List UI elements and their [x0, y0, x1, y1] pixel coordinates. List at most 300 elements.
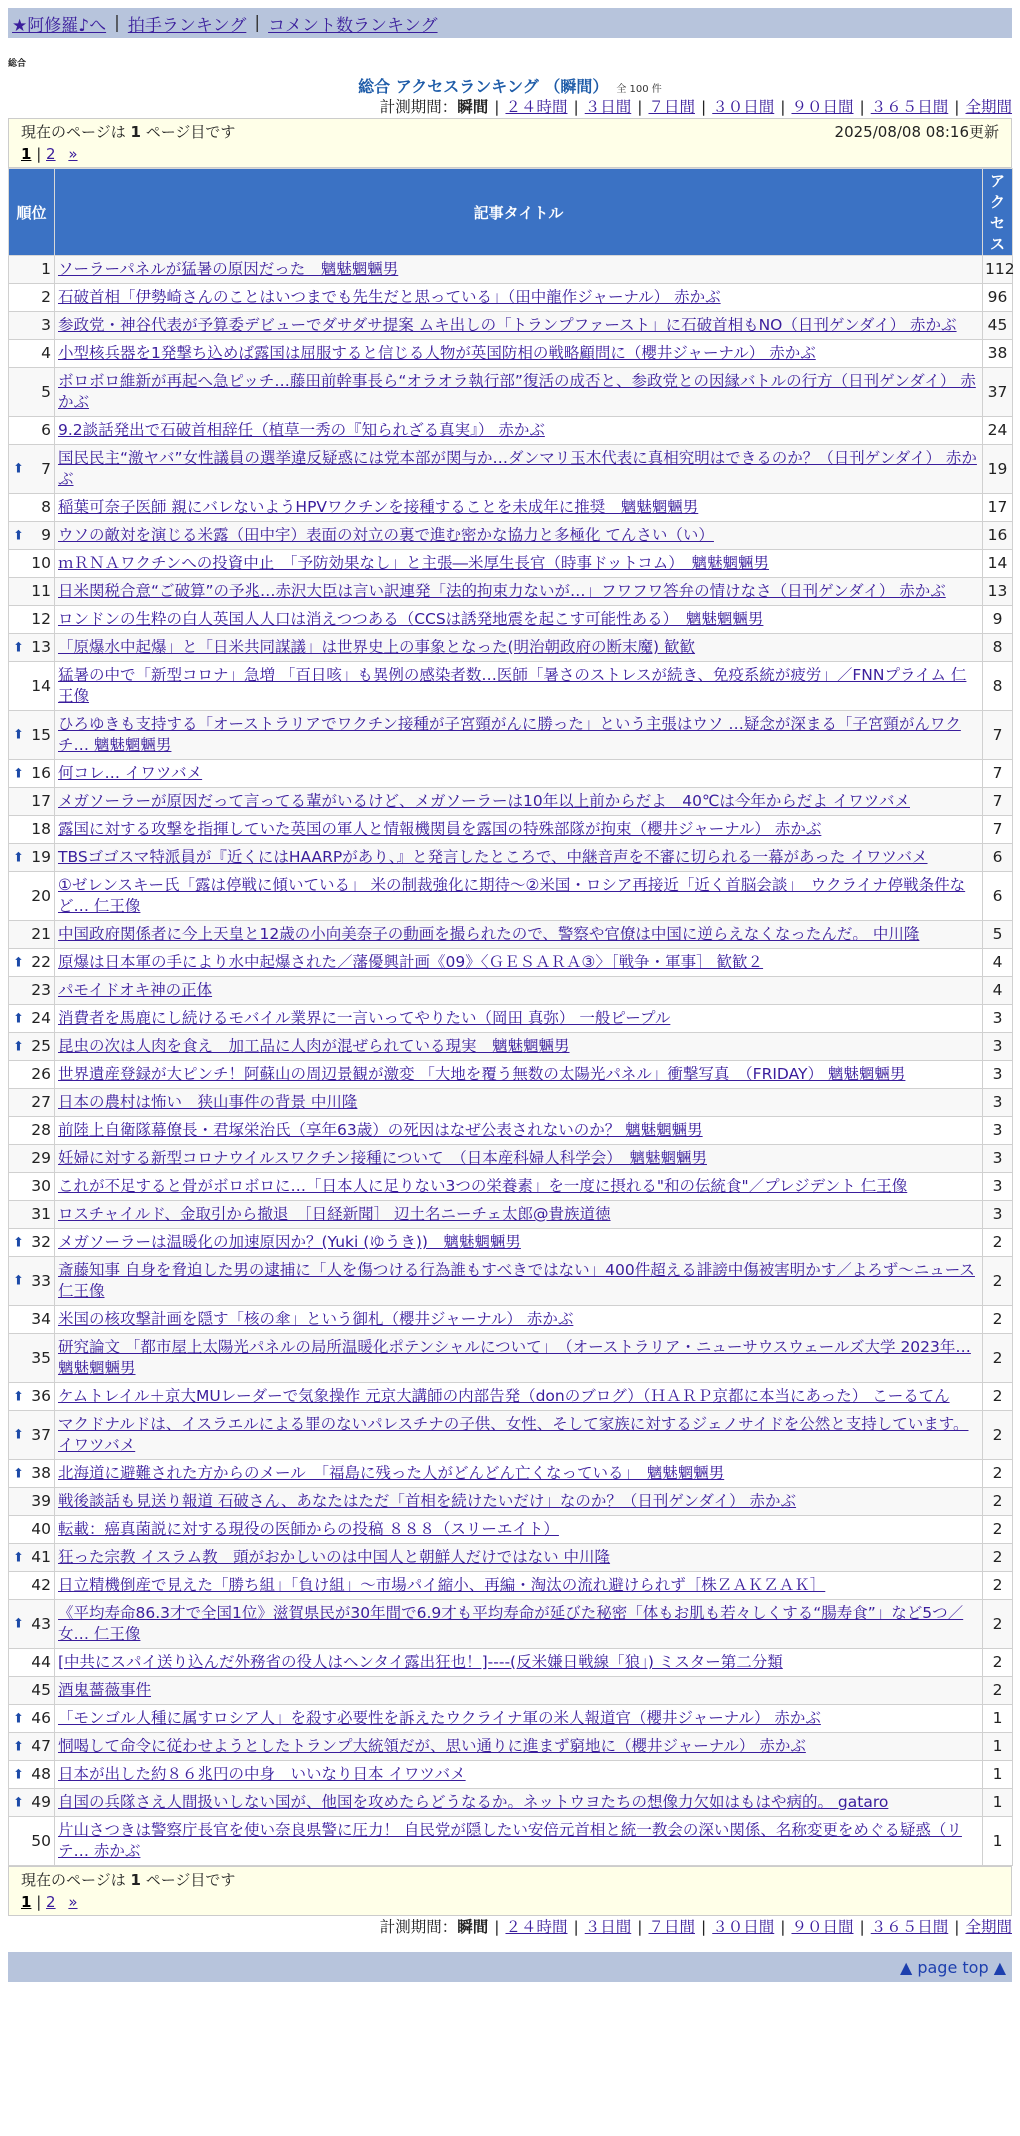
access-count: 7: [983, 760, 1013, 788]
article-link[interactable]: 研究論文 「都市屋上太陽光パネルの局所温暖化ポテンシャルについて」 （オーストラリア・ニューサウスウェールズ大学 2023年… 魑魅魍魎男: [58, 1338, 971, 1377]
access-count: 3: [983, 1117, 1013, 1145]
article-link[interactable]: ボロボロ維新が再起へ急ピッチ…藤田前幹事長ら“オラオラ執行部”復活の成否と、参政党との因縁バトルの行方（日刊ゲンダイ） 赤かぶ: [58, 372, 976, 411]
access-count: 16: [983, 522, 1013, 550]
table-row: [9, 1544, 1013, 1572]
article-link[interactable]: 自国の兵隊さえ人間扱いしない国が、他国を攻めたらどうなるか。ネットウヨたちの想像力欠如はもはや病的。 gataro: [58, 1793, 889, 1811]
article-link[interactable]: ひろゆきも支持する「オーストラリアでワクチン接種が子宮頸がんに勝った」という主張はウソ …疑念が深まる「子宮頸がんワクチ… 魑魅魍魎男: [58, 715, 961, 754]
access-count: 8: [983, 634, 1013, 662]
access-count: 1: [983, 1705, 1013, 1733]
access-count: 3: [983, 1201, 1013, 1229]
article-link[interactable]: 石破首相「伊勢崎さんのことはいつまでも先生だと思っている」（田中龍作ジャーナル） 赤かぶ: [58, 288, 721, 306]
rank-cell: [9, 1117, 55, 1145]
title-cell: [55, 550, 983, 578]
article-link[interactable]: 世界遺産登録が大ピンチ！阿蘇山の周辺景観が激変 「大地を覆う無数の太陽光パネル」衝撃写真 （FRIDAY） 魑魅魍魎男: [58, 1065, 906, 1083]
title-cell: [55, 1145, 983, 1173]
rank-number: 37: [31, 1425, 51, 1444]
rank-number: 32: [31, 1233, 51, 1251]
table-row: [9, 312, 1013, 340]
access-count: 3: [983, 1145, 1013, 1173]
access-count: 1: [983, 1761, 1013, 1789]
rank-cell: [9, 256, 55, 284]
access-count: 1: [983, 1789, 1013, 1817]
arrow-up-icon: ⬆: [13, 1273, 24, 1289]
rank-cell: [9, 816, 55, 844]
table-row: [9, 788, 1013, 816]
rank-cell: [9, 1516, 55, 1544]
rank-cell: [9, 1033, 55, 1061]
article-link[interactable]: メガソーラーは温暖化の加速原因か？(Yuki (ゆうき)) 魑魅魍魎男: [58, 1233, 521, 1251]
period-label: 計測期間：: [379, 98, 458, 116]
table-row: [9, 1033, 1013, 1061]
rank-cell: [9, 522, 55, 550]
article-link[interactable]: 転載：癌真菌説に対する現役の医師からの投稿 ８８８（スリーエイト）: [58, 1520, 559, 1538]
rank-cell: [9, 445, 55, 494]
title-cell: [55, 1789, 983, 1817]
rank-number: 13: [31, 638, 51, 656]
table-row: [9, 1145, 1013, 1173]
page: [8, 8, 1015, 1982]
access-count: 2: [983, 1677, 1013, 1705]
pager-top: 1 | 2 »: [21, 145, 78, 163]
article-link[interactable]: 消費者を馬鹿にし続けるモバイル業界に一言いってやりたい（岡田 真弥） 一般ピープル: [58, 1009, 671, 1027]
rank-number: 5: [41, 382, 51, 401]
header-access: アクセス: [983, 169, 1013, 256]
rank-cell: [9, 340, 55, 368]
article-link[interactable]: メガソーラーが原因だって言ってる輩がいるけど、メガソーラーは10年以上前からだよ 40℃は今年からだよ イワツバメ: [58, 792, 910, 810]
pager-page-1[interactable]: 1: [21, 1893, 32, 1911]
title-cell: [55, 788, 983, 816]
access-count: 6: [983, 844, 1013, 872]
article-link[interactable]: ケムトレイル＋京大MUレーダーで気象操作 元京大講師の内部告発（donのブログ）（ＨＡＲＰ京都に本当にあった） こーるてん: [58, 1387, 950, 1405]
article-link[interactable]: 原爆は日本軍の手により水中起爆された／藩優興計画《09》〈ＧＥＳＡＲＡ③〉［戦争・軍事］ 歓歓２: [58, 953, 764, 971]
table-row: [9, 1173, 1013, 1201]
title-cell: [55, 1061, 983, 1089]
rank-number: 11: [31, 582, 51, 600]
rank-number: 27: [31, 1093, 51, 1111]
article-link[interactable]: 「モンゴル人種に属すロシア人」を殺す必要性を訴えたウクライナ軍の米人報道官（櫻井ジャーナル） 赤かぶ: [58, 1709, 821, 1727]
article-link[interactable]: パモイドオキ神の正体: [58, 981, 213, 999]
rank-cell: [9, 1789, 55, 1817]
rank-number: 42: [31, 1576, 51, 1594]
title-cell: [55, 1733, 983, 1761]
access-count: 3: [983, 1005, 1013, 1033]
rank-number: 41: [31, 1548, 51, 1566]
article-link[interactable]: 北海道に避難された方からのメール 「福島に残った人がどんどん亡くなっている」 魑魅魍魎男: [58, 1464, 725, 1482]
article-link[interactable]: 猛暑の中で「新型コロナ」急増 「百日咳」も異例の感染者数…医師「暑さのストレスが続き、免疫系統が疲労」／FNNプライム 仁王像: [58, 666, 967, 705]
period-option-4[interactable]: ３０日間: [712, 1918, 775, 1936]
pager-next[interactable]: »: [68, 145, 78, 163]
rank-cell: [9, 494, 55, 522]
rank-number: 2: [41, 288, 51, 306]
period-option-0: 瞬間: [457, 1918, 489, 1936]
rank-cell: [9, 1061, 55, 1089]
title-cell: [55, 445, 983, 494]
arrow-up-icon: ⬆: [13, 727, 24, 743]
title-cell: [55, 494, 983, 522]
article-link[interactable]: 酒鬼薔薇事件: [58, 1681, 152, 1699]
access-count: 96: [983, 284, 1013, 312]
period-option-3[interactable]: ７日間: [648, 1918, 695, 1936]
arrow-up-icon: ⬆: [13, 766, 24, 781]
access-count: 4: [983, 949, 1013, 977]
pager-page-2[interactable]: 2: [46, 145, 56, 163]
title-cell: [55, 1516, 983, 1544]
article-link[interactable]: 小型核兵器を1発撃ち込めば露国は屈服すると信じる人物が英国防相の戦略顧問に（櫻井ジャーナル） 赤かぶ: [58, 344, 816, 362]
article-link[interactable]: 片山さつきは警察庁長官を使い奈良県警に圧力！ 自民党が隠したい安倍元首相と統一教会の深い関係、名称変更をめぐる疑惑（リテ… 赤かぶ: [58, 1821, 962, 1860]
updated-timestamp: 2025/08/08 08:16更新: [834, 123, 999, 141]
arrow-up-icon: ⬆: [13, 1711, 24, 1726]
table-row: [9, 1334, 1013, 1383]
access-count: 3: [983, 1089, 1013, 1117]
access-count: 2: [983, 1460, 1013, 1488]
table-row: [9, 1705, 1013, 1733]
arrow-up-icon: ⬆: [13, 1466, 24, 1481]
rank-number: 50: [31, 1831, 51, 1850]
article-link[interactable]: 前陸上自衛隊幕僚長・君塚栄治氏（享年63歳）の死因はなぜ公表されないのか？ 魑魅魍魎男: [58, 1121, 703, 1139]
rank-cell: [9, 1600, 55, 1649]
article-link[interactable]: 昆虫の次は人肉を食え 加工品に人肉が混ぜられている現実 魑魅魍魎男: [58, 1037, 570, 1055]
table-row: [9, 522, 1013, 550]
rank-cell: [9, 1334, 55, 1383]
access-count: 2: [983, 1257, 1013, 1306]
article-link[interactable]: マクドナルドは、イスラエルによる罪のないパレスチナの子供、女性、そして家族に対するジェノサイドを公然と支持しています。 イワツバメ: [58, 1415, 969, 1454]
rank-number: 3: [41, 316, 51, 334]
table-row: [9, 284, 1013, 312]
article-link[interactable]: 日米関税合意“ご破算”の予兆…赤沢大臣は言い訳連発「法的拘束力ないが…」フワフワ答弁の情けなさ（日刊ゲンダイ） 赤かぶ: [58, 582, 946, 600]
article-link[interactable]: ロスチャイルド、金取引から撤退 ［日経新聞］ 辺土名ニーチェ太郎@貴族道徳: [58, 1205, 611, 1223]
access-count: 17: [983, 494, 1013, 522]
arrow-up-icon: ⬆: [13, 1795, 24, 1810]
article-link[interactable]: 日立精機倒産で見えた「勝ち組」「負け組」～市場パイ縮小、再編・淘汰の流れ避けられず［株ＺＡＫＺＡＫ］: [58, 1576, 826, 1594]
table-row: [9, 550, 1013, 578]
access-count: 2: [983, 1229, 1013, 1257]
rank-number: 16: [31, 764, 51, 782]
arrow-up-icon: ⬆: [13, 640, 24, 655]
access-count: 13: [983, 578, 1013, 606]
period-option-6[interactable]: ３６５日間: [870, 98, 949, 116]
title-cell: [55, 816, 983, 844]
nav-home-link[interactable]: ★阿修羅♪へ: [12, 15, 107, 36]
article-link[interactable]: ソーラーパネルが猛暑の原因だった 魑魅魍魎男: [58, 260, 399, 278]
table-row: [9, 1089, 1013, 1117]
header-rank: 順位: [9, 169, 55, 256]
access-count: 24: [983, 417, 1013, 445]
article-link[interactable]: 恫喝して命令に従わせようとしたトランプ大統領だが、思い通りに進まず窮地に（櫻井ジャーナル） 赤かぶ: [58, 1737, 806, 1755]
period-option-4[interactable]: ３０日間: [712, 98, 775, 116]
table-row: [9, 1201, 1013, 1229]
rank-number: 49: [31, 1793, 51, 1811]
period-option-7[interactable]: 全期間: [965, 98, 1012, 116]
article-link[interactable]: ｍＲＮＡワクチンへの投資中止 「予防効果なし」と主張―米厚生長官（時事ドットコム） 魑魅魍魎男: [58, 554, 769, 572]
access-count: 2: [983, 1544, 1013, 1572]
title-cell: [55, 606, 983, 634]
period-option-6[interactable]: ３６５日間: [870, 1918, 949, 1936]
title-cell: [55, 1089, 983, 1117]
table-row: [9, 1229, 1013, 1257]
title-cell: [55, 977, 983, 1005]
rank-cell: [9, 662, 55, 711]
rank-number: 38: [31, 1464, 51, 1482]
rank-cell: [9, 1229, 55, 1257]
article-link[interactable]: ロンドンの生粋の白人英国人人口は消えつつある（CCSは誘発地震を起こす可能性ある） 魑魅魍魎男: [58, 610, 764, 628]
article-link[interactable]: 日本の農村は怖い 狭山事件の背景 中川隆: [58, 1093, 358, 1111]
table-row: [9, 816, 1013, 844]
access-count: 5: [983, 921, 1013, 949]
article-link[interactable]: 妊婦に対する新型コロナウイルスワクチン接種について （日本産科婦人科学会） 魑魅魍魎男: [58, 1149, 707, 1167]
table-row: [9, 1572, 1013, 1600]
access-count: 2: [983, 1488, 1013, 1516]
arrow-up-icon: ⬆: [13, 1235, 24, 1250]
period-option-1[interactable]: ２４時間: [505, 98, 568, 116]
top-nav: ★阿修羅♪へ | 拍手ランキング | コメント数ランキング: [8, 8, 1012, 38]
rank-number: 19: [31, 848, 51, 866]
period-option-5[interactable]: ９０日間: [791, 98, 854, 116]
article-link[interactable]: 「原爆水中起爆」と「日米共同謀議」は世界史上の事象となった(明治朝政府の断末魔) 歓歓: [58, 638, 696, 656]
article-link[interactable]: 戦後談話も見送り報道 石破さん、あなたはただ「首相を続けたいだけ」なのか？（日刊ゲンダイ） 赤かぶ: [58, 1492, 797, 1510]
arrow-up-icon: ⬆: [13, 1427, 24, 1443]
rank-cell: [9, 1306, 55, 1334]
title-cell: [55, 760, 983, 788]
table-row: [9, 494, 1013, 522]
article-link[interactable]: 参政党・神谷代表が予算委デビューでダサダサ提案 ムキ出しの「トランプファースト」に石破首相もNO（日刊ゲンダイ） 赤かぶ: [58, 316, 957, 334]
total-count: 全 100 件: [616, 84, 662, 95]
access-count: 2: [983, 1516, 1013, 1544]
access-count: 14: [983, 550, 1013, 578]
access-count: 45: [983, 312, 1013, 340]
title-cell: [55, 1306, 983, 1334]
title-cell: [55, 1600, 983, 1649]
rank-cell: [9, 1572, 55, 1600]
table-row: [9, 368, 1013, 417]
title-cell: [55, 1649, 983, 1677]
article-link[interactable]: 中国政府関係者に今上天皇と12歳の小向美奈子の動画を撮られたので、警察や官僚は中国に逆らえなくなったんだ。 中川隆: [58, 925, 920, 943]
title-cell: [55, 1411, 983, 1460]
arrow-up-icon: ⬆: [13, 955, 24, 970]
title-cell: [55, 1383, 983, 1411]
title-cell: [55, 1677, 983, 1705]
pager-page-1[interactable]: 1: [21, 145, 32, 163]
rank-cell: [9, 921, 55, 949]
table-row: [9, 872, 1013, 921]
rank-number: 22: [31, 953, 51, 971]
rank-cell: [9, 711, 55, 760]
period-option-5[interactable]: ９０日間: [791, 1918, 854, 1936]
rank-number: 20: [31, 886, 51, 905]
rank-cell: [9, 417, 55, 445]
rank-number: 29: [31, 1149, 51, 1167]
rank-cell: [9, 1761, 55, 1789]
rank-number: 31: [31, 1205, 51, 1223]
rank-cell: [9, 1488, 55, 1516]
rank-number: 4: [41, 344, 51, 362]
rank-cell: [9, 1817, 55, 1866]
rank-cell: [9, 1544, 55, 1572]
pager-page-2[interactable]: 2: [46, 1893, 56, 1911]
title-cell: [55, 1033, 983, 1061]
page-top-link[interactable]: ▲ page top ▲: [899, 1957, 1006, 1977]
period-option-2[interactable]: ３日間: [584, 1918, 632, 1936]
table-row: [9, 1306, 1013, 1334]
access-count: 37: [983, 368, 1013, 417]
access-count: 2: [983, 1334, 1013, 1383]
rank-number: 25: [31, 1037, 51, 1055]
rank-number: 46: [31, 1709, 51, 1727]
arrow-up-icon: ⬆: [13, 528, 24, 543]
nav-comment-ranking-link[interactable]: コメント数ランキング: [268, 15, 438, 36]
title-cell: [55, 1201, 983, 1229]
article-link[interactable]: 何コレ… イワツバメ: [58, 764, 203, 782]
table-row: [9, 1600, 1013, 1649]
rank-cell: [9, 1705, 55, 1733]
rank-cell: [9, 1089, 55, 1117]
access-count: 2: [983, 1649, 1013, 1677]
rank-number: 12: [31, 610, 51, 628]
title-cell: [55, 578, 983, 606]
pager-bottom: 1 | 2 »: [21, 1893, 78, 1911]
rank-cell: [9, 872, 55, 921]
access-count: 7: [983, 788, 1013, 816]
page-info-bottom: [8, 1866, 1012, 1916]
rank-cell: [9, 1733, 55, 1761]
rank-number: 43: [31, 1614, 51, 1633]
table-row: [9, 1117, 1013, 1145]
rank-cell: [9, 1201, 55, 1229]
period-option-7[interactable]: 全期間: [965, 1918, 1012, 1936]
rank-number: 1: [41, 260, 51, 278]
table-row: [9, 1677, 1013, 1705]
rank-cell: [9, 977, 55, 1005]
header-title: 記事タイトル: [55, 169, 983, 256]
title-cell: [55, 1544, 983, 1572]
article-link[interactable]: ①ゼレンスキー氏「露は停戦に傾いている」 米の制裁強化に期待～②米国・ロシア再接近「近く首脳会談」 ウクライナ停戦条件など… 仁王像: [58, 876, 966, 915]
article-link[interactable]: 日本が出した約８６兆円の中身 いいなり日本 イワツバメ: [58, 1765, 466, 1783]
title-cell: [55, 256, 983, 284]
title-cell: [55, 1334, 983, 1383]
access-count: 2: [983, 1411, 1013, 1460]
nav-applause-ranking-link[interactable]: 拍手ランキング: [127, 15, 247, 36]
article-link[interactable]: 斎藤知事 自身を脅迫した男の逮捕に「人を傷つける行為誰もすべきではない」400件超える誹謗中傷被害明かす／よろず～ニュース 仁王像: [58, 1261, 975, 1300]
footer-bar: [8, 1952, 1012, 1982]
rank-number: 15: [31, 725, 51, 744]
table-row: [9, 844, 1013, 872]
page-title: [8, 74, 1012, 96]
period-option-1[interactable]: ２４時間: [505, 1918, 568, 1936]
table-row: [9, 578, 1013, 606]
rank-cell: [9, 1460, 55, 1488]
table-row: [9, 949, 1013, 977]
ranking-table: [8, 168, 1013, 1866]
rank-number: 28: [31, 1121, 51, 1139]
rank-cell: [9, 1257, 55, 1306]
title-cell: [55, 711, 983, 760]
table-row: [9, 1460, 1013, 1488]
page-info-top: [8, 118, 1012, 168]
table-row: [9, 1257, 1013, 1306]
table-row: [9, 1817, 1013, 1866]
rank-cell: [9, 606, 55, 634]
period-option-3[interactable]: ７日間: [648, 98, 695, 116]
rank-cell: [9, 1145, 55, 1173]
title-cell: [55, 1817, 983, 1866]
rank-cell: [9, 578, 55, 606]
period-label: 計測期間：: [379, 1918, 458, 1936]
rank-number: 8: [41, 498, 51, 516]
table-row: [9, 340, 1013, 368]
rank-number: 7: [41, 459, 51, 478]
table-row: [9, 1649, 1013, 1677]
table-row: [9, 1061, 1013, 1089]
access-count: 3: [983, 1173, 1013, 1201]
title-cell: [55, 1460, 983, 1488]
table-row: [9, 445, 1013, 494]
rank-number: 36: [31, 1387, 51, 1405]
title-cell: [55, 522, 983, 550]
rank-number: 10: [31, 554, 51, 572]
rank-number: 21: [31, 925, 51, 943]
rank-number: 39: [31, 1492, 51, 1510]
article-link[interactable]: TBSゴゴスマ特派員が『近くにはHAARPがあり、』と発言したところで、中継音声を不審に切られる一幕があった イワツバメ: [58, 848, 928, 866]
article-link[interactable]: 稲葉可奈子医師 親にバレないようHPVワクチンを接種することを未成年に推奨 魑魅魍魎男: [58, 498, 699, 516]
period-option-2[interactable]: ３日間: [584, 98, 632, 116]
rank-cell: [9, 1411, 55, 1460]
article-link[interactable]: これが不足すると骨がボロボロに…「日本人に足りない3つの栄養素」を一度に摂れる"和の伝統食"／プレジデント 仁王像: [58, 1177, 908, 1195]
rank-number: 40: [31, 1520, 51, 1538]
rank-cell: [9, 634, 55, 662]
article-link[interactable]: 狂った宗教 イスラム教 頭がおかしいのは中国人と朝鮮人だけではない 中川隆: [58, 1548, 611, 1566]
table-row: [9, 921, 1013, 949]
access-count: 3: [983, 1033, 1013, 1061]
table-row: [9, 711, 1013, 760]
arrow-up-icon: ⬆: [13, 461, 24, 477]
rank-cell: [9, 1649, 55, 1677]
article-link[interactable]: 《平均寿命86.3才で全国1位》滋賀県民が30年間で6.9才も平均寿命が延びた秘密「体もお肌も若々しくする“腸寿食”」など5つ／女… 仁王像: [58, 1604, 964, 1643]
access-count: 2: [983, 1572, 1013, 1600]
pager-next[interactable]: »: [68, 1893, 78, 1911]
rank-cell: [9, 284, 55, 312]
article-link[interactable]: 国民民主“激ヤバ”女性議員の選挙違反疑惑には党本部が関与か…ダンマリ玉木代表に真相究明はできるのか？（日刊ゲンダイ） 赤かぶ: [58, 449, 977, 488]
article-link[interactable]: 米国の核攻撃計画を隠す「核の傘」という御札（櫻井ジャーナル） 赤かぶ: [58, 1310, 574, 1328]
rank-cell: [9, 368, 55, 417]
arrow-up-icon: ⬆: [13, 1616, 24, 1632]
arrow-up-icon: ⬆: [13, 1739, 24, 1754]
page-title-text: 総合 アクセスランキング （瞬間）: [358, 77, 609, 96]
access-count: 6: [983, 872, 1013, 921]
table-row: [9, 1005, 1013, 1033]
period-selector-bottom: 計測期間：瞬間 | ２４時間 | ３日間 | ７日間 | ３０日間 | ９０日間 | ３６５日間 | 全期間: [379, 1918, 1012, 1936]
rank-number: 30: [31, 1177, 51, 1195]
article-link[interactable]: [中共にスパイ送り込んだ外務省の役人はヘンタイ露出狂也！]----(反米嫌日戦線「狼」) ミスター第二分類: [58, 1653, 783, 1671]
rank-number: 24: [31, 1009, 51, 1027]
article-link[interactable]: ウソの敵対を演じる米露（田中宇）表面の対立の裏で進む密かな協力と多極化 てんさい（い）: [58, 526, 714, 544]
access-count: 9: [983, 606, 1013, 634]
access-count: 2: [983, 1383, 1013, 1411]
title-cell: [55, 634, 983, 662]
article-link[interactable]: 9.2談話発出で石破首相辞任（植草一秀の『知られざる真実』） 赤かぶ: [58, 421, 545, 439]
article-link[interactable]: 露国に対する攻撃を指揮していた英国の軍人と情報機関員を露国の特殊部隊が拘束（櫻井ジャーナル） 赤かぶ: [58, 820, 822, 838]
title-cell: [55, 340, 983, 368]
title-cell: [55, 949, 983, 977]
arrow-up-icon: ⬆: [13, 1011, 24, 1026]
title-cell: [55, 1229, 983, 1257]
rank-number: 9: [41, 526, 51, 544]
table-row: [9, 1383, 1013, 1411]
title-cell: [55, 1761, 983, 1789]
rank-number: 33: [31, 1271, 51, 1290]
rank-number: 26: [31, 1065, 51, 1083]
title-cell: [55, 417, 983, 445]
rank-cell: [9, 760, 55, 788]
access-count: 7: [983, 816, 1013, 844]
